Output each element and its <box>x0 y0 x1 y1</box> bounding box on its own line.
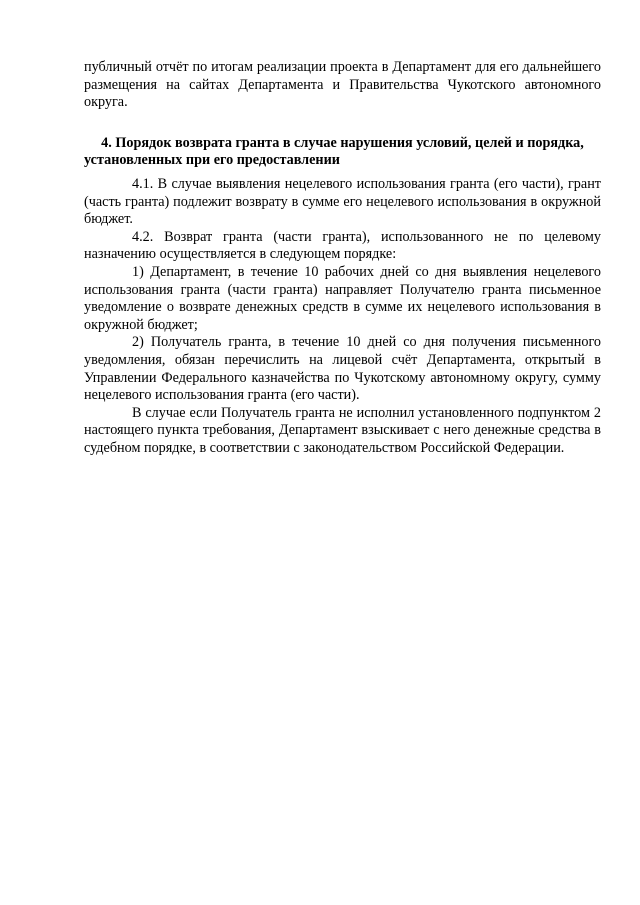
paragraph-enforcement: В случае если Получатель гранта не исполнил установленного подпунктом 2 настоящего пункта требования, Департамент взыскивает с него денежные средства в судебном порядке, в соответствии с законодательством Российской Федерации. <box>84 404 601 456</box>
paragraph-4-1: 4.1. В случае выявления нецелевого использования гранта (его части), грант (часть гранта) подлежит возврату в сумме его нецелевого использования в окружной бюджет. <box>84 175 601 228</box>
paragraph-item-2: 2) Получатель гранта, в течение 10 дней со дня получения письменного уведомления, обязан перечислить на лицевой счёт Департамента, открытый в Управлении Федерального казначейства по Чукотскому автономному округу, сумму нецелевого использования гранта (его части). <box>84 334 601 404</box>
document-body <box>84 59 601 457</box>
intro-paragraph: публичный отчёт по итогам реализации проекта в Департамент для его дальнейшего размещения на сайтах Департамента и Правительства Чукотского автономного округа. <box>84 59 601 111</box>
section-heading: 4. Порядок возврата гранта в случае нарушения условий, целей и порядка, установленных при его предоставлении <box>84 134 584 169</box>
paragraph-4-2: 4.2. Возврат гранта (части гранта), использованного не по целевому назначению осуществляется в следующем порядке: <box>84 228 601 263</box>
paragraph-item-1: 1) Департамент, в течение 10 рабочих дней со дня выявления нецелевого использования гранта (части гранта) направляет Получателю гранта письменное уведомление о возврате денежных средств в сумме их нецелевого использования в окружной бюджет; <box>84 263 601 333</box>
